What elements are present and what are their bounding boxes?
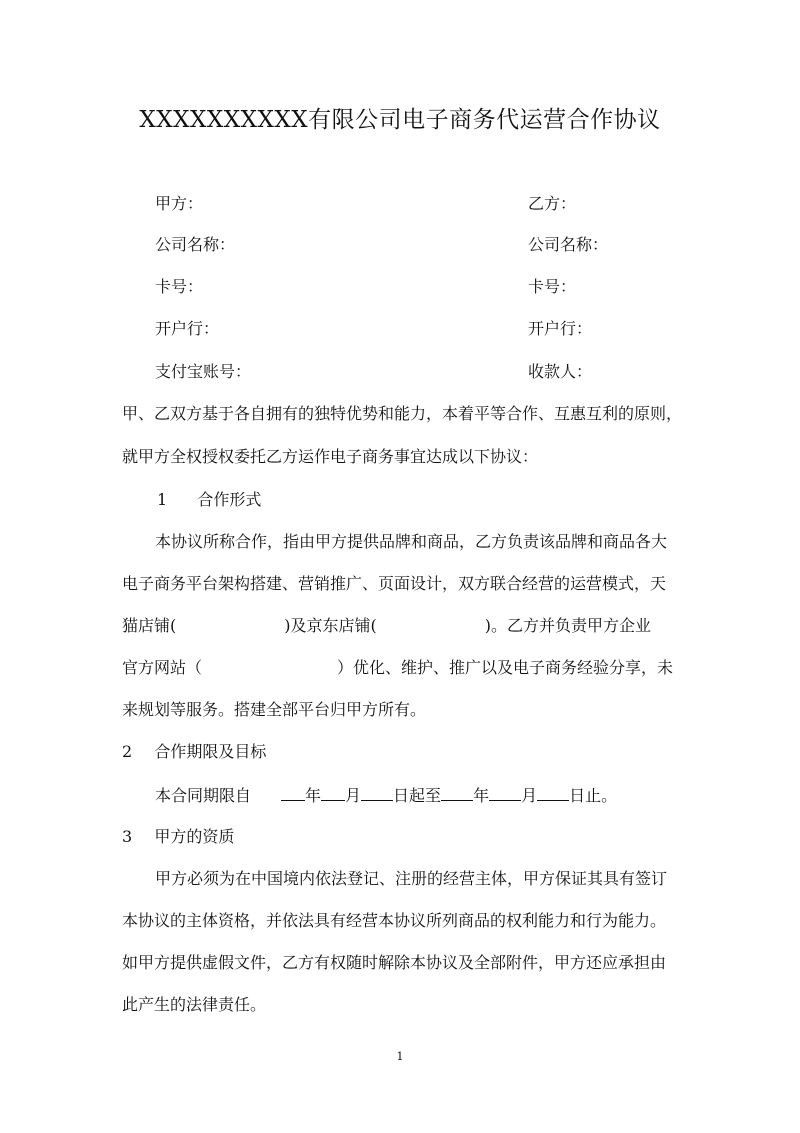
page-number: 1 — [396, 1050, 404, 1063]
section-1-number: 1 — [157, 490, 168, 509]
section-2-term-line — [155, 784, 617, 807]
section-1-heading — [157, 489, 261, 511]
section-1-line-3 — [122, 615, 651, 637]
month-label-2: 月 — [521, 786, 538, 805]
party-b-payee: 收款人： — [528, 362, 593, 381]
party-a-card: 卡号： — [155, 277, 204, 296]
end-month-blank — [489, 784, 521, 801]
section-3-title: 甲方的资质 — [154, 827, 235, 846]
start-month-blank — [321, 784, 345, 801]
section-3-line-2: 本协议的主体资格，并依法具有经营本协议所列商品的权利能力和行为能力。 — [122, 911, 667, 930]
party-a-label: 甲方： — [155, 194, 204, 213]
end-year-blank — [441, 784, 473, 801]
section-1-line-5: 来规划等服务。搭建全部平台归甲方所有。 — [122, 700, 427, 719]
party-a-alipay: 支付宝账号： — [155, 362, 252, 381]
party-b-label: 乙方： — [528, 194, 577, 213]
section-2-number: 2 — [122, 742, 133, 761]
section-2-heading — [122, 741, 266, 763]
section-3-number: 3 — [122, 827, 133, 846]
section-1-line-2: 电子商务平台架构搭建、营销推广、页面设计，双方联合经营的运营模式，天 — [122, 574, 667, 593]
section-2-title: 合作期限及目标 — [154, 742, 267, 761]
term-prefix: 本合同期限自 — [155, 786, 252, 805]
end-day-blank — [537, 784, 569, 801]
document-title: XXXXXXXXXX有限公司电子商务代运营合作协议 — [139, 107, 661, 133]
jd-store-label: )及京东店铺( — [284, 616, 377, 635]
month-label: 月 — [345, 786, 362, 805]
section-1-title: 合作形式 — [197, 490, 262, 509]
section-1-line-4-end: ）优化、维护、推广以及电子商务经验分享，未 — [337, 658, 674, 677]
party-a-bank: 开户行： — [155, 319, 220, 338]
section-3-line-1: 甲方必须为在中国境内依法登记、注册的经营主体，甲方保证其具有签订 — [155, 869, 668, 888]
section-3-heading — [122, 826, 234, 848]
year-label-2: 年 — [473, 786, 490, 805]
tmall-store-label: 猫店铺( — [122, 616, 177, 635]
day-to-label: 日止。 — [569, 786, 618, 805]
intro-line-2: 就甲方全权授权委托乙方运作电子商务事宜达成以下协议： — [122, 447, 539, 466]
party-b-company: 公司名称： — [528, 235, 609, 254]
section-1-line-3-end: )。乙方并负责甲方企业 — [484, 616, 651, 635]
party-b-card: 卡号： — [528, 277, 577, 296]
year-label: 年 — [305, 786, 322, 805]
party-a-company: 公司名称： — [155, 235, 236, 254]
day-from-label: 日起至 — [393, 786, 442, 805]
website-label: 官方网站（ — [122, 658, 203, 677]
section-1-line-1: 本协议所称合作，指由甲方提供品牌和商品，乙方负责该品牌和商品各大 — [155, 532, 668, 551]
intro-line-1: 甲、乙双方基于各自拥有的独特优势和能力，本着平等合作、互惠互利的原则， — [122, 404, 683, 423]
section-3-line-3: 如甲方提供虚假文件，乙方有权随时解除本协议及全部附件，甲方还应承担由 — [122, 953, 667, 972]
section-1-line-4 — [122, 657, 673, 679]
party-b-bank: 开户行： — [528, 319, 593, 338]
start-day-blank — [361, 784, 393, 801]
start-year-blank — [281, 784, 305, 801]
section-3-line-4: 此产生的法律责任。 — [122, 995, 267, 1014]
